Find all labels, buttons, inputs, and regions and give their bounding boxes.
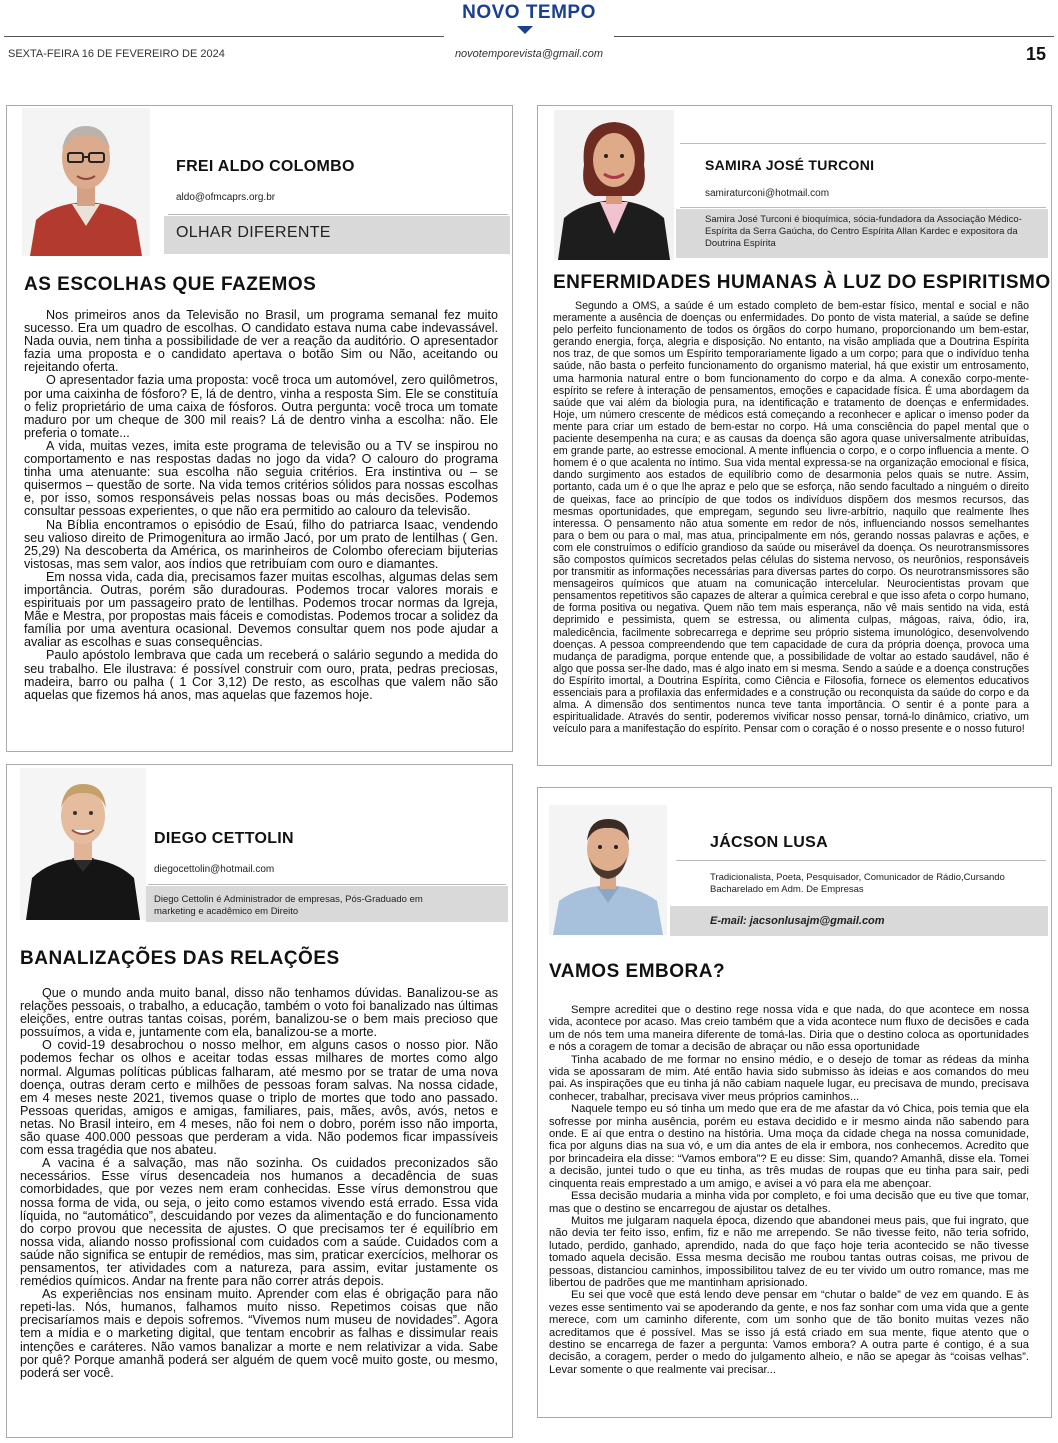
page-number: 15 — [1025, 44, 1046, 64]
paragraph: A vacina é a salvação, mas não sozinha. Os cuidados preconizados são necessários. Esse vírus desencadeia nos humanos a decadência de suas comorbidades, que por vezes nem eram conhecidas. Esse vírus demonstrou que nossa forma de vida, ou seja, o jeito como estamos vivendo está errado. Essa vida líquida, no “automático”, descuidando por vezes da alimentação e do funcionamento do corpo provou que necessita de ajustes. O que precisamos ter é equilíbrio em nossa vida, aliando nosso profissional com cuidados com a saúde. Cuidados com a saúde não significa se entupir de remédios, mas sim, praticar exercícios, melhorar os pensamentos, ter atividades com a natureza, para assim, evitar justamente os remédios químicos. Andar na frente para não correr atrás depois. — [20, 1156, 498, 1289]
header-rule-left — [4, 36, 444, 37]
paragraph: Muitos me julgaram naquela época, dizendo que abandonei meus pais, que fui ingrato, que não devia ter feito isso, enfim, fiz e não me arrependo. Se não tivesse feito, não teria sofrido, lutado, perdido, ganhado, aprendido, nada do que faço hoje teria acontecido se não tivesse tomado aquela decisão. Essa mesma decisão me roubou tantas outras coisas, me privou de pessoas, distanciou caminhos, impossibilitou talvez de eu ter vivido um outro romance, mas me libertou de padrões que me mantinham aprisionado. — [549, 1214, 1029, 1289]
article-body — [24, 309, 498, 702]
paragraph: Sempre acreditei que o destino rege nossa vida e que nada, do que acontece em nossa vida, acontece por acaso. Mas creio também que a vida acontece num fluxo de decisões e cada um de nós tem uma maneira diferente de tomá-las. Diria que o destino coloca as oportunidades e nós a coragem de tomar a decisão de abraçar ou não essa oportunidade — [549, 1004, 1029, 1054]
article-body — [549, 1004, 1029, 1376]
author-name: SAMIRA JOSÉ TURCONI — [705, 157, 875, 173]
newspaper-title: NOVO TEMPO — [462, 2, 596, 23]
divider — [676, 860, 1046, 861]
article-headline: BANALIZAÇÕES DAS RELAÇÕES — [20, 948, 340, 969]
author-photo-diego — [20, 768, 146, 920]
section-title: OLHAR DIFERENTE — [176, 224, 331, 241]
paragraph: A vida, muitas vezes, imita este programa de televisão ou a TV se inspirou no comportamento e nas respostas dadas no jogo da vida? O calouro do programa tinha uma atenuante: sua escolha não seguia critérios. Era instintiva ou – se quisermos – questão de sorte. Na vida temos critérios sólidos para nossas escolhas e, por isso, somos responsáveis pelas nossas boas ou más decisões. Podemos consultar pessoas experientes, o que não era permitido ao calouro da televisão. — [24, 438, 498, 519]
paragraph: Que o mundo anda muito banal, disso não tenhamos dúvidas. Banalizou-se as relações pessoais, o trabalho, a educação, também o voto foi banalizado nas últimas eleições, entre outras tantas coisas, porém, banalizou-se o bem mais precioso que possuímos, a vida e, juntamente com ela, banalizou-se a morte. — [20, 986, 498, 1040]
paragraph: Essa decisão mudaria a minha vida por completo, e foi uma decisão que eu tive que tomar, mas que o destino se encarregou de ajustar os detalhes. — [549, 1190, 1029, 1215]
newspaper-email: novotemporevista@gmail.com — [454, 48, 604, 60]
divider — [148, 884, 506, 885]
paragraph: O covid-19 desabrochou o nosso melhor, em alguns casos o nosso pior. Não podemos fechar os olhos e aceitar todas essas milhares de mortes como algo normal. Algumas políticas públicas falharam, até mesmo por se tratar de uma nova doença, outras deram certo e milhões de pessoas foram salvas. Na nossa cidade, em 4 meses neste 2021, tivemos quase o triplo de mortes que todo ano passado. Pessoas queridas, amigos e amigas, familiares, pais, mães, avôs, avós, netos e netas. No Brasil inteiro, em 4 meses, não foi nem o dobro, porém isso não importa, são quase 400.000 pessoas que perderam a vida. Não podemos ficar impassíveis com essa tragédia que nos abateu. — [20, 1038, 498, 1158]
paragraph: Em nossa vida, cada dia, precisamos fazer muitas escolhas, algumas delas sem importância. Outras, porém são duradouras. Podemos trocar valores morais e espirituais por um passageiro prato de lentilhas. Podemos trocar normas da Igreja, Mãe e Mestra, por propostas mais fáceis e comodistas. Podemos trocar a solidez da família por uma aventura ocasional. Devemos consultar quem nos pode ajudar a avaliar as escolhas e suas consequências. — [24, 569, 498, 650]
chevron-down-icon — [517, 26, 533, 34]
author-bio: Diego Cettolin é Administrador de empresas, Pós-Graduado em marketing e acadêmico em Direito — [154, 894, 423, 917]
paragraph: Na Bíblia encontramos o episódio de Esaú, filho do patriarca Isaac, vendendo seu valioso direito de Primogenitura ao irmão Jacó, por um prato de lentilhas ( Gen. 25,29) Na descoberta da América, os marinheiros de Colombo ofereciam bijuterias vistosas, mas sem valor, aos índios que retribuíam com ouro e diamantes. — [24, 517, 498, 571]
paragraph: As experiências nos ensinam muito. Aprender com elas é obrigação para não repeti-las. Nós, humanos, falhamos muito nisso. Repetimos coisas que não precisaríamos mais e depois sofremos. “Vivemos num museu de novidades”. Agora tem a mídia e o marketing digital, que tentam encobrir as falhas e dissimular reais intenções e caráteres. Não vamos banalizar a morte e nem relativizar a vida. Sabe por quê? Porque amanhã poderá ser alguém de quem você muito goste, ou mesmo, poderá ser você. — [20, 1287, 498, 1380]
paragraph: O apresentador fazia uma proposta: você troca um automóvel, zero quilômetros, por uma caixinha de fósforo? E, lá de dentro, vinha a resposta Sim. Ele se constituía o feliz proprietário de uma caixa de fósforos. Outra pergunta: você troca um tomate maduro por um cheque de 300 mil reais? Lá de dentro vinha a escolha: não. Ele preferia o tomate... — [24, 373, 498, 440]
paragraph: Segundo a OMS, a saúde é um estado completo de bem-estar físico, mental e social e não meramente a ausência de doenças ou enfermidades. Do ponto de vista material, a saúde se define pelo perfeito funcionamento de todos os órgãos do corpo humano, proporcionando um bem-estar, gerando energia, força, alegria e disposição. No entanto, na visão ampliada que a Doutrina Espírita nos traz, de que somos um Espírito temporariamente ligado a um corpo; para que o indivíduo tenha saúde, não basta o perfeito funcionamento do organismo material, há que existir um entrosamento, uma harmonia natural entre o bom funcionamento do corpo e da alma. A conexão corpo-mente-espírito se refere à interação de pensamentos, emoções e capacidade física. É uma abordagem da saúde que vai além da biologia pura, na identificação e tratamento de doenças e enfermidades. Hoje, um número crescente de médicos está começando a reconhecer e aplicar o imenso poder da mente para criar um estado de bem-estar no corpo. Há uma consciência do papel mental que o paciente desempenha na cura; e as causas da doença são agora quase universalmente atribuídas, em grande parte, ao estresse emocional. A mente influencia o corpo, e o corpo influencia a mente. O homem é o que acalenta no íntimo. Sua vida mental expressa-se na organização emocional e física, dando surgimento aos estados de equilíbrio como de desarmonia pelos quais se nutre. Assim, portanto, cada um é o que lhe apraz e pelo que se esforça, não sendo facultado a ninguém o direito de queixas, face ao princípio de que todos os indivíduos dispõem dos mesmos recursos, das mesmas oportunidades, que empregam, segundo seu livre-arbítrio, naquilo que realmente lhes interessa. O pensamento não atua somente em redor de nós, influenciando nossos semelhantes para o bem ou para o mal, mas atua, principalmente em nós, gerando nossas palavras e ações, e com ele construímos o edifício grandioso da saúde ou miserável da doença. Os neurotransmissores são compostos químicos secretados pelas células do sistema nervoso, os neurônios, responsáveis por transmitir as informações necessárias para diversas partes do corpo. Os neurotransmissores são mensageiros químicos que atuam na comunicação intercelular. Neurocientistas provam que pensamentos repetitivos são capazes de alterar a química cerebral e que isso afeta o corpo humano, de forma positiva ou negativa. Quem não tem mais esperança, não vê mais sentido na vida, está deprimido e pessimista, quem se estressa, ou alimenta culpas, mágoas, raiva, ódio, ira, maledicência, facilmente sobrecarrega e deprime seu próprio sistema imunológico, desenvolvendo doenças. A pessoa compreendendo que tem capacidade de cura da própria doença, provoca uma mudança de paradigma, porque entende que, a possibilidade de voltar ao estado saudável, não é algo que possa ser-lhe dado, mas é algo inato em si mesma. Sendo a saúde e a doença construções do Espírito imortal, a Doutrina Espírita, como Ciência e Filosofia, fornece os elementos educativos essenciais para a profilaxia das enfermidades e a construção ou reconquista da saúde do corpo e da alma. A dimensão dos sentimentos nunca teve tanta importância. O sentir é a ponte para a espiritualidade. Através do sentir, poderemos vivificar nosso pensar, torná-lo dinâmico, criativo, um veículo para a manifestação do espírito. Pensar com o coração é o nosso presente e o nosso futuro! — [553, 300, 1029, 736]
article-body — [553, 300, 1029, 735]
author-name: FREI ALDO COLOMBO — [176, 158, 355, 175]
divider — [680, 143, 1046, 144]
article-headline: VAMOS EMBORA? — [549, 961, 726, 982]
paragraph: Nos primeiros anos da Televisão no Brasil, um programa semanal fez muito sucesso. Era um quadro de escolhas. O candidato estava numa cabe indevassável. Nada ouvia, nem tinha a possibilidade de ver a reação da auditório. O apresentador fazia uma proposta e o candidato apertava o botão Sim ou Não, aceitando ou rejeitando oferta. — [24, 308, 498, 375]
author-email: aldo@ofmcaprs.org.br — [176, 192, 276, 203]
author-bio: Samira José Turconi é bioquímica, sócia-fundadora da Associação Médico-Espírita da Serra Gaúcha, do Centro Espírita Allan Kardec e expositora da Doutrina Espírita — [705, 214, 1022, 249]
author-photo-aldo — [22, 108, 150, 256]
author-name: DIEGO CETTOLIN — [154, 830, 294, 847]
divider — [168, 214, 508, 215]
article-headline: ENFERMIDADES HUMANAS À LUZ DO ESPIRITISMO — [553, 272, 1051, 293]
author-photo-samira — [554, 110, 674, 260]
paragraph: Paulo apóstolo lembrava que cada um receberá o salário segundo a medida do seu trabalho. Ele ilustrava: é possível construir com ouro, prata, pedras preciosas, madeira, barro ou palha ( 1 Cor 3,12) De resto, as escolhas que valem não são aquelas que fizemos há anos, mas aquelas que fazemos hoje. — [24, 648, 498, 702]
divider — [680, 207, 1046, 208]
paragraph: Naquele tempo eu só tinha um medo que era de me afastar da vó Chica, pois temia que ela sofresse por minha ausência, porém eu estava decidido e ir mesmo ainda não sabendo para onde. E aí que entra o destino na história. Uma moça da cidade chega na nossa comunidade, fica por alguns dias na sua vó, e um dia antes de ela ir embora, nos conhecemos. Acredito que por brincadeira ela disse: “Vamos embora”? E eu disse: Sim, quando? Amanhã, disse ela. Tomei a decisão, juntei tudo o que eu tinha, as três mudas de roupas que eu tinha para sair, pedi cinquenta reais emprestado a um amigo, e avisei a vó para ela me abençoar. — [549, 1103, 1029, 1190]
paragraph: Tinha acabado de me formar no ensino médio, e o desejo de tomar as rédeas da minha vida se apossaram de mim. Até então havia sido submisso às ideias e aos comandos do meu pai. As inspirações que eu tinha já não cabiam naquele lugar, eu precisava de mundo, precisava conhecer, trabalhar, precisava viver meus próprios caminhos... — [549, 1053, 1029, 1103]
header-rule-right — [614, 36, 1054, 37]
issue-date: SEXTA-FEIRA 16 DE FEVEREIRO DE 2024 — [8, 48, 225, 60]
author-name: JÁCSON LUSA — [710, 834, 828, 851]
author-email: E-mail: jacsonlusajm@gmail.com — [710, 915, 885, 927]
author-email: samiraturconi@hotmail.com — [705, 188, 830, 199]
article-headline: AS ESCOLHAS QUE FAZEMOS — [24, 274, 317, 295]
article-body — [20, 987, 498, 1380]
paragraph: Eu sei que você que está lendo deve pensar em “chutar o balde” de vez em quando. E às vezes esse sentimento vai se apoderando da gente, e nos faz sonhar com uma vida que a gente merece, com um caminho diferente, com um sonho que de tão bonito muitas vezes não acreditamos que é possível. Mas se isso já está criado em sua mente, fique atento que o destino se encarrega de fazer a pergunta: Vamos embora? A outra parte é contigo, é a sua decisão, a coragem, perder o medo do julgamento alheio, e não se apegar às “coisas velhas”. Levar somente o que realmente vai precisar... — [549, 1289, 1029, 1376]
author-bio: Tradicionalista, Poeta, Pesquisador, Comunicador de Rádio,Cursando Bacharelado em Adm. De Empresas — [710, 872, 1005, 895]
author-email: diegocettolin@hotmail.com — [154, 864, 275, 875]
author-photo-jacson — [549, 805, 667, 935]
